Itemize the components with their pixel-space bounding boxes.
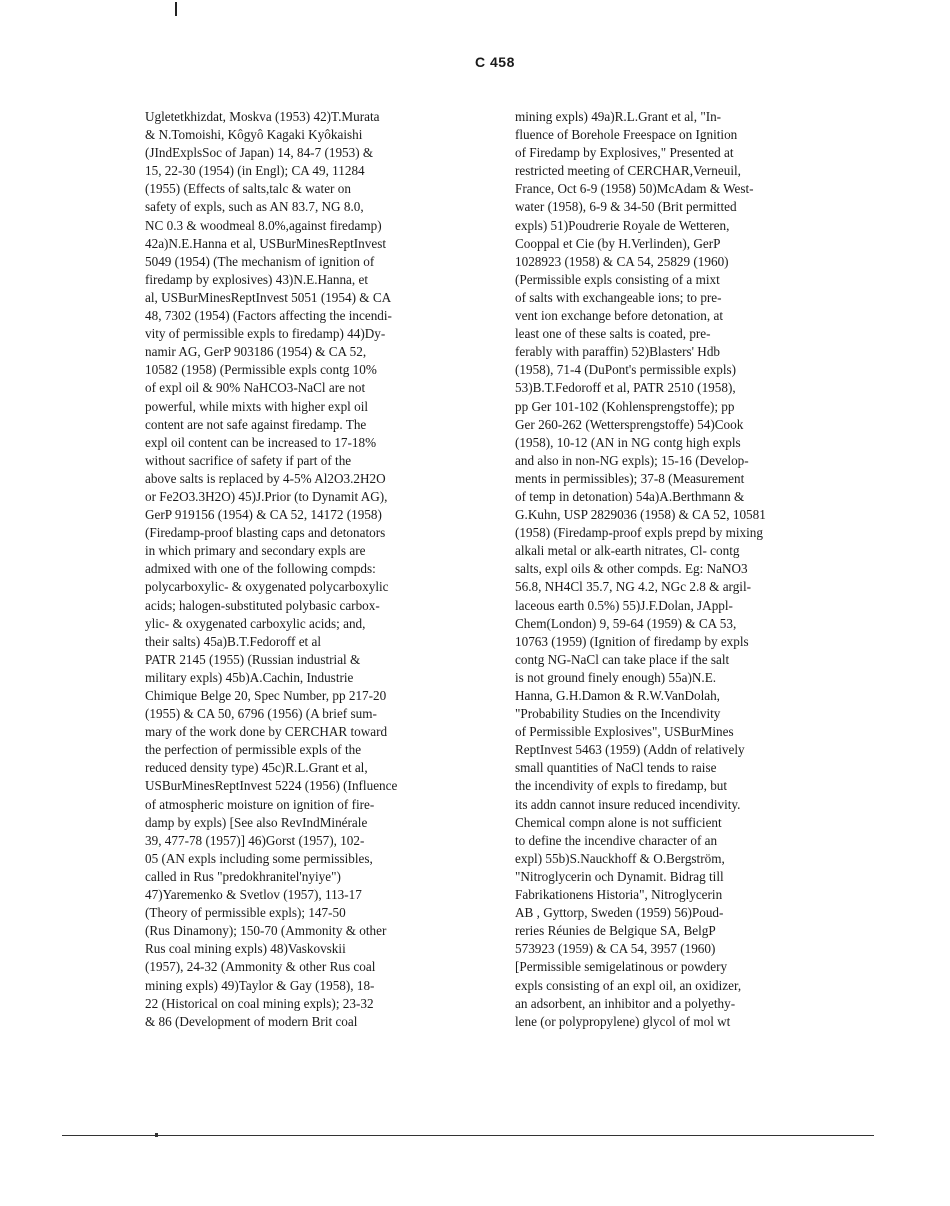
text-line: al, USBurMinesReptInvest 5051 (1954) & CA bbox=[145, 289, 392, 305]
text-line: the perfection of permissible expls of the bbox=[145, 742, 362, 758]
text-line: "Nitroglycerin och Dynamit. Bidrag till bbox=[515, 868, 724, 884]
text-line: (1957), 24-32 (Ammonity & other Rus coal bbox=[145, 959, 376, 975]
text-line: acids; halogen-substituted polybasic carbox- bbox=[145, 597, 380, 613]
text-line: mining expls) 49)Taylor & Gay (1958), 18- bbox=[145, 977, 375, 993]
text-line: of temp in detonation) 54a)A.Berthmann & bbox=[515, 488, 745, 504]
text-line: (Rus Dinamony); 150-70 (Ammonity & other bbox=[145, 923, 387, 939]
text-line: USBurMinesReptInvest 5224 (1956) (Influence bbox=[145, 778, 398, 794]
page-number: C 458 bbox=[475, 54, 515, 70]
text-line: an adsorbent, an inhibitor and a polyethy- bbox=[515, 995, 736, 1011]
text-line: fluence of Borehole Freespace on Ignition bbox=[515, 127, 738, 143]
text-line: Chimique Belge 20, Spec Number, pp 217-20 bbox=[145, 688, 387, 703]
text-line: contg NG-NaCl can take place if the salt bbox=[515, 651, 730, 667]
text-line: 573923 (1959) & CA 54, 3957 (1960) bbox=[515, 941, 716, 957]
text-line: in which primary and secondary expls are bbox=[145, 543, 366, 559]
text-line: alkali metal or alk-earth nitrates, Cl- contg bbox=[515, 543, 740, 559]
text-line: polycarboxylic- & oxygenated polycarboxylic bbox=[145, 579, 389, 595]
text-line: (1958), 71-4 (DuPont's permissible expls) bbox=[515, 362, 737, 378]
text-line: "Probability Studies on the Incendivity bbox=[515, 706, 721, 722]
text-line: pp Ger 101-102 (Kohlensprengstoffe); pp bbox=[515, 398, 735, 414]
left-column bbox=[145, 108, 465, 1031]
text-line: G.Kuhn, USP 2829036 (1958) & CA 52, 10581 bbox=[515, 507, 766, 523]
text-line: ylic- & oxygenated carboxylic acids; and, bbox=[145, 615, 366, 631]
text-line: vity of permissible expls to firedamp) 44)Dy- bbox=[145, 326, 386, 342]
text-line: ferably with paraffin) 52)Blasters' Hdb bbox=[515, 344, 721, 360]
text-line: & N.Tomoishi, Kôgyô Kagaki Kyôkaishi bbox=[145, 127, 363, 143]
text-line: without sacrifice of safety if part of the bbox=[145, 452, 352, 468]
text-line: its addn cannot insure reduced incendivity. bbox=[515, 796, 741, 812]
text-line: water (1958), 6-9 & 34-50 (Brit permitted bbox=[515, 199, 737, 215]
text-line: France, Oct 6-9 (1958) 50)McAdam & West- bbox=[515, 181, 754, 197]
text-line: 47)Yaremenko & Svetlov (1957), 113-17 bbox=[145, 887, 362, 903]
text-line: expl) 55b)S.Nauckhoff & O.Bergström, bbox=[515, 850, 725, 866]
text-line: mining expls) 49a)R.L.Grant et al, "In- bbox=[515, 109, 722, 124]
text-line: Fabrikationens Historia", Nitroglycerin bbox=[515, 887, 723, 903]
text-line: least one of these salts is coated, pre- bbox=[515, 326, 711, 342]
text-line: 15, 22-30 (1954) (in Engl); CA 49, 11284 bbox=[145, 163, 365, 179]
text-line: 56.8, NH4Cl 35.7, NG 4.2, NGc 2.8 & argil- bbox=[515, 579, 752, 595]
text-line: 5049 (1954) (The mechanism of ignition of bbox=[145, 253, 375, 269]
text-line: 10582 (1958) (Permissible expls contg 10% bbox=[145, 362, 377, 378]
text-line: ments in permissibles); 37-8 (Measurement bbox=[515, 470, 745, 486]
text-line: to define the incendive character of an bbox=[515, 832, 718, 848]
text-line: 39, 477-78 (1957)] 46)Gorst (1957), 102- bbox=[145, 832, 365, 848]
text-line: reries Réunies de Belgique SA, BelgP bbox=[515, 923, 716, 939]
text-line: or Fe2O3.3H2O) 45)J.Prior (to Dynamit AG), bbox=[145, 488, 388, 504]
text-line: expls) 51)Poudrerie Royale de Wetteren, bbox=[515, 217, 730, 233]
text-line: ReptInvest 5463 (1959) (Addn of relatively bbox=[515, 742, 745, 758]
text-line: 42a)N.E.Hanna et al, USBurMinesReptInvest bbox=[145, 235, 386, 251]
text-line: (Firedamp-proof blasting caps and detonators bbox=[145, 525, 386, 541]
text-line: (Permissible expls consisting of a mixt bbox=[515, 271, 720, 287]
footer-rule-tick bbox=[155, 1133, 158, 1137]
text-line: above salts is replaced by 4-5% Al2O3.2H2O bbox=[145, 470, 386, 486]
text-line: of atmospheric moisture on ignition of fire- bbox=[145, 796, 375, 812]
text-line: [Permissible semigelatinous or powdery bbox=[515, 959, 728, 975]
text-line: Hanna, G.H.Damon & R.W.VanDolah, bbox=[515, 688, 720, 703]
text-line: damp by expls) [See also RevIndMinérale bbox=[145, 814, 368, 830]
text-line: of Firedamp by Explosives," Presented at bbox=[515, 145, 734, 161]
text-line: of Permissible Explosives", USBurMines bbox=[515, 724, 734, 740]
text-line: and also in non-NG expls); 15-16 (Develop- bbox=[515, 452, 749, 468]
text-line: Ger 260-262 (Wettersprengstoffe) 54)Cook bbox=[515, 416, 744, 432]
text-line: (1958), 10-12 (AN in NG contg high expls bbox=[515, 434, 741, 450]
text-line: admixed with one of the following compds: bbox=[145, 561, 376, 577]
text-line: (1955) & CA 50, 6796 (1956) (A brief sum- bbox=[145, 706, 377, 722]
text-line: Chemical compn alone is not sufficient bbox=[515, 814, 722, 830]
text-line: GerP 919156 (1954) & CA 52, 14172 (1958) bbox=[145, 507, 382, 523]
text-line: NC 0.3 & woodmeal 8.0%,against firedamp) bbox=[145, 217, 382, 233]
text-line: small quantities of NaCl tends to raise bbox=[515, 760, 717, 776]
text-line: & 86 (Development of modern Brit coal bbox=[145, 1013, 358, 1029]
text-line: expl oil content can be increased to 17-18% bbox=[145, 434, 377, 450]
text-line: (1955) (Effects of salts,talc & water on bbox=[145, 181, 351, 197]
text-line: 48, 7302 (1954) (Factors affecting the incendi- bbox=[145, 308, 392, 324]
text-line: PATR 2145 (1955) (Russian industrial & bbox=[145, 651, 361, 667]
text-line: lene (or polypropylene) glycol of mol wt bbox=[515, 1013, 731, 1029]
text-line: (1958) (Firedamp-proof expls prepd by mixing bbox=[515, 525, 763, 541]
text-line: laceous earth 0.5%) 55)J.F.Dolan, JAppl- bbox=[515, 597, 733, 613]
text-line: the incendivity of expls to firedamp, but bbox=[515, 778, 728, 794]
margin-tick-mark bbox=[175, 2, 177, 16]
text-line: 53)B.T.Fedoroff et al, PATR 2510 (1958), bbox=[515, 380, 736, 396]
text-line: vent ion exchange before detonation, at bbox=[515, 308, 723, 324]
text-line: content are not safe against firedamp. The bbox=[145, 416, 367, 432]
text-line: called in Rus "predokhranitel'nyiye") bbox=[145, 868, 341, 884]
text-line: salts, expl oils & other compds. Eg: NaNO3 bbox=[515, 561, 748, 577]
text-line: Ugletetkhizdat, Moskva (1953) 42)T.Murata bbox=[145, 109, 380, 124]
text-line: safety of expls, such as AN 83.7, NG 8.0, bbox=[145, 199, 364, 215]
text-line: 10763 (1959) (Ignition of firedamp by expls bbox=[515, 633, 749, 649]
text-line: (JIndExplsSoc of Japan) 14, 84-7 (1953) & bbox=[145, 145, 374, 161]
text-line: expls consisting of an expl oil, an oxidizer, bbox=[515, 977, 742, 993]
text-line: Chem(London) 9, 59-64 (1959) & CA 53, bbox=[515, 615, 737, 631]
text-line: Cooppal et Cie (by H.Verlinden), GerP bbox=[515, 235, 721, 251]
text-line: their salts) 45a)B.T.Fedoroff et al bbox=[145, 633, 322, 649]
text-line: namir AG, GerP 903186 (1954) & CA 52, bbox=[145, 344, 367, 360]
text-line: of expl oil & 90% NaHCO3-NaCl are not bbox=[145, 380, 366, 396]
text-line: reduced density type) 45c)R.L.Grant et al, bbox=[145, 760, 368, 776]
footer-rule bbox=[62, 1135, 874, 1136]
text-line: is not ground finely enough) 55a)N.E. bbox=[515, 669, 717, 685]
text-line: of salts with exchangeable ions; to pre- bbox=[515, 289, 722, 305]
text-line: AB , Gyttorp, Sweden (1959) 56)Poud- bbox=[515, 905, 724, 921]
text-line: (Theory of permissible expls); 147-50 bbox=[145, 905, 346, 921]
text-line: 05 (AN expls including some permissibles, bbox=[145, 850, 373, 866]
text-line: mary of the work done by CERCHAR toward bbox=[145, 724, 388, 740]
text-line: powerful, while mixts with higher expl oil bbox=[145, 398, 369, 414]
text-line: 1028923 (1958) & CA 54, 25829 (1960) bbox=[515, 253, 729, 269]
text-line: Rus coal mining expls) 48)Vaskovskii bbox=[145, 941, 346, 957]
text-line: restricted meeting of CERCHAR,Verneuil, bbox=[515, 163, 741, 179]
text-line: military expls) 45b)A.Cachin, Industrie bbox=[145, 669, 354, 685]
text-line: firedamp by explosives) 43)N.E.Hanna, et bbox=[145, 271, 369, 287]
right-column bbox=[515, 108, 835, 1031]
text-line: 22 (Historical on coal mining expls); 23-32 bbox=[145, 995, 374, 1011]
